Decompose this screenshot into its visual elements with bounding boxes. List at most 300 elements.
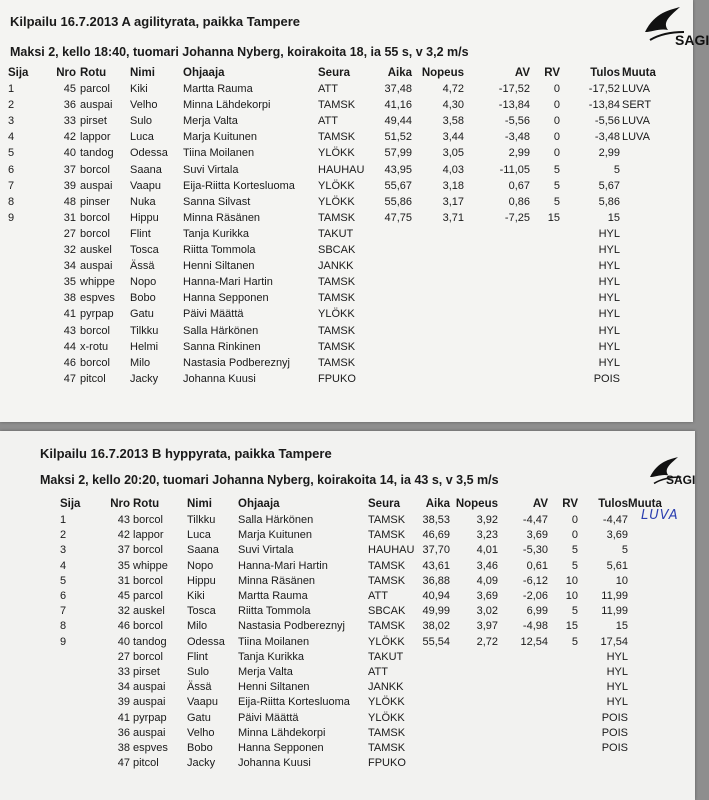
cell-nimi: Flint (187, 650, 208, 663)
cell-nimi: Jacky (130, 372, 159, 385)
cell-seura: YLÖKK (318, 308, 355, 321)
table-row (0, 83, 693, 99)
cell-nopeus: 2,72 (476, 635, 498, 648)
table-row (0, 544, 695, 559)
cell-nro: 41 (63, 308, 76, 321)
cell-ohjaaja: Hanna Sepponen (183, 292, 269, 305)
cell-seura: TAMSK (368, 726, 406, 739)
cell-rotu: lappor (133, 529, 164, 542)
table-row (0, 514, 695, 529)
cell-tulos: 15 (615, 620, 628, 633)
table-row (0, 292, 693, 308)
cell-nro: 32 (117, 605, 130, 618)
cell-nimi: Bobo (130, 292, 156, 305)
cell-nimi: Tosca (187, 605, 216, 618)
cell-nro: 42 (117, 529, 130, 542)
cell-nro: 41 (117, 711, 130, 724)
cell-nimi: Nopo (130, 276, 157, 289)
cell-nimi: Odessa (187, 635, 225, 648)
cell-nimi: Flint (130, 227, 151, 240)
table-row (0, 636, 695, 651)
cell-aika: 38,02 (422, 620, 450, 633)
cell-sija: 6 (8, 163, 15, 176)
cell-rv: 0 (553, 115, 560, 128)
cell-rotu: pirset (133, 666, 160, 678)
cell-seura: TAMSK (318, 324, 356, 337)
cell-nro: 38 (63, 292, 76, 305)
cell-av: 2,99 (508, 147, 530, 160)
table-row (0, 131, 693, 147)
cell-rv: 5 (553, 163, 560, 176)
handwritten-note: LUVA (641, 508, 679, 523)
cell-nopeus: 3,69 (476, 590, 498, 602)
cell-rotu: borcol (133, 514, 163, 526)
cell-nopeus: 3,05 (442, 147, 464, 160)
cell-aika: 36,88 (422, 574, 450, 587)
cell-nro: 33 (117, 666, 130, 678)
cell-ohjaaja: Minna Lähdekorpi (183, 99, 271, 112)
cell-tulos: 3,69 (606, 529, 628, 542)
cell-aika: 37,70 (422, 544, 450, 557)
cell-sija: 6 (60, 590, 67, 602)
cell-nopeus: 3,23 (476, 529, 498, 542)
cell-av: -5,30 (522, 544, 548, 557)
cell-aika: 43,95 (384, 163, 412, 176)
cell-ohjaaja: Marja Kuitunen (238, 529, 312, 542)
cell-nimi: Vaapu (187, 696, 218, 709)
header-nro: Nro (56, 67, 76, 79)
cell-ohjaaja: Merja Valta (183, 115, 238, 128)
table-row (0, 666, 695, 681)
cell-nro: 34 (63, 260, 76, 273)
cell-rv: 15 (547, 211, 560, 224)
cell-av: -4,98 (522, 620, 548, 633)
header-nopeus: Nopeus (421, 67, 464, 79)
cell-nopeus: 4,01 (476, 544, 498, 557)
cell-rotu: auspai (133, 696, 166, 709)
cell-ohjaaja: Minna Räsänen (183, 211, 261, 224)
cell-muuta: LUVA (622, 131, 650, 144)
table-row (0, 605, 695, 620)
cell-tulos: 5 (613, 163, 620, 176)
cell-aika: 57,99 (384, 147, 412, 160)
cell-seura: TAMSK (318, 356, 356, 369)
cell-nro: 46 (117, 620, 130, 633)
cell-ohjaaja: Suvi Virtala (183, 163, 239, 176)
cell-ohjaaja: Martta Rauma (238, 590, 308, 602)
cell-ohjaaja: Johanna Kuusi (238, 757, 311, 770)
header-nimi: Nimi (130, 67, 155, 79)
cell-seura: ATT (368, 590, 388, 602)
cell-seura: ATT (318, 83, 338, 95)
header-nro: Nro (110, 498, 130, 510)
cell-tulos: -3,48 (594, 131, 620, 144)
cell-rv: 15 (565, 620, 578, 633)
cell-nimi: Velho (187, 726, 215, 739)
cell-rotu: parcol (80, 83, 110, 95)
cell-tulos: -13,84 (588, 99, 620, 112)
cell-tulos: HYL (606, 696, 628, 709)
cell-nimi: Sulo (130, 115, 153, 128)
table-row (0, 164, 693, 180)
header-muuta: Muuta (628, 498, 662, 510)
cell-nimi: Nopo (187, 559, 214, 572)
cell-aika: 51,52 (384, 131, 412, 144)
cell-seura: TAMSK (368, 529, 406, 542)
cell-ohjaaja: Hanna-Mari Hartin (238, 559, 328, 572)
cell-sija: 3 (8, 115, 15, 128)
cell-rotu: tandog (133, 635, 167, 648)
cell-rv: 5 (571, 559, 578, 572)
logo-text: SAGI (666, 473, 696, 487)
table-row (0, 276, 693, 292)
cell-seura: YLÖKK (318, 179, 355, 192)
cell-tulos: HYL (598, 340, 620, 353)
table-row (0, 212, 693, 228)
cell-seura: TAMSK (368, 514, 406, 526)
class-info: Maksi 2, kello 18:40, tuomari Johanna Nyberg, koirakoita 18, ia 55 s, v 3,2 m/s (10, 45, 469, 59)
table-row (0, 620, 695, 635)
cell-aika: 38,53 (422, 514, 450, 526)
table-row (0, 228, 693, 244)
header-rotu: Rotu (133, 498, 160, 510)
cell-ohjaaja: Tanja Kurikka (238, 650, 305, 663)
cell-nro: 34 (117, 681, 130, 694)
cell-seura: YLÖKK (318, 195, 355, 208)
cell-rotu: auspai (80, 99, 113, 112)
cell-rotu: espves (133, 742, 168, 754)
cell-muuta: LUVA (622, 83, 650, 95)
cell-nopeus: 4,03 (442, 163, 464, 176)
cell-nopeus: 3,92 (476, 514, 498, 526)
cell-sija: 9 (8, 211, 15, 224)
cell-seura: TAMSK (318, 292, 356, 305)
cell-nopeus: 3,71 (442, 211, 464, 224)
cell-aika: 41,16 (384, 99, 412, 112)
cell-nro: 35 (117, 559, 130, 572)
cell-tulos: HYL (606, 681, 628, 694)
table-row (0, 115, 693, 131)
cell-ohjaaja: Sanna Rinkinen (183, 340, 261, 353)
cell-rotu: pitcol (80, 372, 106, 385)
cell-ohjaaja: Salla Härkönen (183, 324, 259, 337)
cell-rotu: pyrpap (80, 308, 114, 321)
table-row (0, 712, 695, 727)
cell-ohjaaja: Salla Härkönen (238, 514, 314, 526)
cell-tulos: 15 (607, 211, 620, 224)
cell-nro: 47 (63, 372, 76, 385)
cell-av: 0,67 (508, 179, 530, 192)
cell-rv: 0 (553, 99, 560, 112)
cell-rv: 0 (553, 131, 560, 144)
cell-tulos: HYL (598, 308, 620, 321)
table-row (0, 308, 693, 324)
cell-tulos: HYL (598, 292, 620, 305)
table-row (0, 529, 695, 544)
cell-muuta: SERT (622, 99, 652, 112)
cell-nimi: Hippu (130, 211, 159, 224)
cell-ohjaaja: Hanna-Mari Hartin (183, 276, 273, 289)
cell-seura: FPUKO (318, 372, 356, 385)
cell-nopeus: 3,02 (476, 605, 498, 618)
cell-ohjaaja: Marja Kuitunen (183, 131, 257, 144)
cell-nro: 40 (117, 635, 130, 648)
cell-av: -13,84 (498, 99, 530, 112)
header-sija: Sija (8, 67, 29, 79)
table-row (0, 260, 693, 276)
cell-rv: 0 (571, 514, 578, 526)
table-row (0, 341, 693, 357)
cell-tulos: POIS (601, 742, 628, 754)
table-row (0, 651, 695, 666)
cell-tulos: 11,99 (601, 605, 628, 618)
cell-nro: 36 (63, 99, 76, 112)
cell-ohjaaja: Päivi Määttä (183, 308, 244, 321)
cell-av: -4,47 (522, 514, 548, 526)
cell-nro: 31 (117, 574, 130, 587)
table-row (0, 373, 693, 389)
cell-nimi: Gatu (130, 308, 154, 321)
cell-rotu: borcol (80, 227, 110, 240)
cell-nimi: Bobo (187, 742, 213, 754)
cell-rotu: borcol (133, 620, 163, 633)
cell-rv: 5 (571, 544, 578, 557)
cell-nro: 39 (63, 179, 76, 192)
cell-seura: TAMSK (368, 574, 406, 587)
cell-tulos: -5,56 (594, 115, 620, 128)
cell-aika: 46,69 (422, 529, 450, 542)
table-row (0, 696, 695, 711)
cell-nro: 47 (117, 757, 130, 770)
cell-nimi: Ässä (130, 260, 155, 273)
cell-ohjaaja: Päivi Määttä (238, 711, 299, 724)
table-row (0, 575, 695, 590)
cell-rv: 5 (571, 605, 578, 618)
cell-nro: 45 (117, 590, 130, 602)
cell-seura: TAMSK (368, 742, 406, 754)
cell-nimi: Hippu (187, 574, 216, 587)
cell-nro: 40 (63, 147, 76, 160)
cell-nro: 27 (117, 650, 130, 663)
cell-rv: 10 (565, 590, 578, 602)
cell-nro: 31 (63, 211, 76, 224)
cell-seura: YLÖKK (368, 635, 405, 648)
cell-tulos: 17,54 (600, 635, 628, 648)
logo-text: SAGI (675, 32, 709, 48)
cell-aika: 40,94 (422, 590, 450, 602)
cell-sija: 8 (60, 620, 67, 633)
results-sheet-jumping (0, 431, 695, 800)
cell-nro: 36 (117, 726, 130, 739)
cell-aika: 55,86 (384, 195, 412, 208)
cell-seura: JANKK (318, 260, 354, 273)
cell-sija: 4 (60, 559, 67, 572)
cell-tulos: POIS (601, 711, 628, 724)
cell-nopeus: 3,18 (442, 179, 464, 192)
cell-tulos: 5,61 (606, 559, 628, 572)
table-header-row (0, 498, 695, 513)
cell-sija: 5 (60, 574, 67, 587)
table-row (0, 590, 695, 605)
cell-seura: HAUHAU (318, 163, 365, 176)
cell-ohjaaja: Riitta Tommola (238, 605, 311, 618)
cell-rotu: auspai (133, 681, 166, 694)
class-info: Maksi 2, kello 20:20, tuomari Johanna Nyberg, koirakoita 14, ia 43 s, v 3,5 m/s (40, 473, 499, 487)
cell-sija: 5 (8, 147, 15, 160)
cell-rotu: lappor (80, 131, 111, 144)
header-muuta: Muuta (622, 67, 656, 79)
cell-rotu: auspai (133, 726, 166, 739)
header-seura: Seura (318, 67, 350, 79)
cell-nro: 43 (63, 324, 76, 337)
cell-rotu: borcol (133, 574, 163, 587)
cell-tulos: 10 (615, 574, 628, 587)
cell-tulos: POIS (601, 726, 628, 739)
cell-ohjaaja: Tiina Moilanen (183, 147, 255, 160)
cell-tulos: 5,86 (598, 195, 620, 208)
cell-nimi: Velho (130, 99, 158, 112)
header-tulos: Tulos (598, 498, 628, 510)
cell-nimi: Kiki (187, 590, 205, 602)
cell-sija: 1 (60, 514, 67, 526)
header-ohjaaja: Ohjaaja (183, 67, 225, 79)
cell-seura: HAUHAU (368, 544, 415, 557)
cell-rv: 5 (553, 179, 560, 192)
cell-aika: 43,61 (422, 559, 450, 572)
cell-ohjaaja: Sanna Silvast (183, 195, 251, 208)
cell-sija: 9 (60, 635, 67, 648)
cell-rotu: borcol (133, 544, 163, 557)
table-row (0, 727, 695, 742)
cell-tulos: POIS (593, 372, 620, 385)
cell-rv: 10 (565, 574, 578, 587)
cell-ohjaaja: Nastasia Podbereznyj (238, 620, 346, 633)
cell-rv: 5 (571, 635, 578, 648)
cell-muuta: LUVA (622, 115, 650, 128)
cell-rotu: borcol (80, 163, 110, 176)
cell-ohjaaja: Minna Räsänen (238, 574, 316, 587)
table-row (0, 757, 695, 772)
cell-ohjaaja: Tiina Moilanen (238, 635, 310, 648)
cell-av: -3,48 (504, 131, 530, 144)
cell-nimi: Vaapu (130, 179, 161, 192)
cell-nro: 35 (63, 276, 76, 289)
cell-rotu: auskel (133, 605, 165, 618)
cell-nopeus: 4,30 (442, 99, 464, 112)
table-row (0, 244, 693, 260)
cell-rv: 0 (553, 83, 560, 95)
cell-nimi: Tosca (130, 244, 159, 256)
table-row (0, 99, 693, 115)
cell-seura: TAMSK (368, 559, 406, 572)
cell-nimi: Luca (187, 529, 211, 542)
cell-av: 0,86 (508, 195, 530, 208)
cell-rotu: borcol (80, 356, 110, 369)
cell-av: -11,05 (499, 163, 530, 176)
cell-av: -5,56 (504, 115, 530, 128)
cell-ohjaaja: Tanja Kurikka (183, 227, 250, 240)
cell-seura: ATT (318, 115, 338, 128)
header-nimi: Nimi (187, 498, 212, 510)
cell-sija: 1 (8, 83, 15, 95)
cell-nimi: Nuka (130, 195, 156, 208)
cell-nopeus: 3,44 (442, 131, 464, 144)
cell-nro: 46 (63, 356, 76, 369)
header-ohjaaja: Ohjaaja (238, 498, 280, 510)
cell-nro: 27 (63, 227, 76, 240)
cell-seura: YLÖKK (368, 711, 405, 724)
cell-aika: 49,99 (422, 605, 450, 618)
cell-nimi: Odessa (130, 147, 168, 160)
cell-rotu: pitcol (133, 757, 159, 770)
header-av: AV (532, 498, 548, 510)
header-seura: Seura (368, 498, 400, 510)
cell-tulos: HYL (606, 650, 628, 663)
cell-nro: 43 (117, 514, 130, 526)
cell-seura: TAMSK (318, 211, 356, 224)
cell-seura: SBCAK (318, 244, 356, 256)
cell-seura: TAMSK (318, 340, 356, 353)
cell-av: -6,12 (522, 574, 548, 587)
cell-nimi: Tilkku (187, 514, 216, 526)
cell-seura: ATT (368, 666, 388, 678)
table-row (0, 681, 695, 696)
cell-nimi: Helmi (130, 340, 159, 353)
cell-nopeus: 3,46 (476, 559, 498, 572)
cell-tulos: HYL (598, 356, 620, 369)
cell-rotu: borcol (133, 650, 163, 663)
cell-nimi: Ässä (187, 681, 212, 694)
cell-tulos: 11,99 (601, 590, 628, 602)
cell-rotu: pinser (80, 195, 110, 208)
cell-ohjaaja: Eija-Riitta Kortesluoma (183, 179, 295, 192)
cell-tulos: HYL (598, 276, 620, 289)
cell-nro: 37 (117, 544, 130, 557)
cell-nro: 38 (117, 742, 130, 754)
cell-rotu: whippe (80, 276, 115, 289)
table-row (0, 742, 695, 757)
cell-ohjaaja: Riitta Tommola (183, 244, 256, 256)
cell-av: -17,52 (498, 83, 530, 95)
cell-ohjaaja: Merja Valta (238, 666, 293, 678)
cell-sija: 4 (8, 131, 15, 144)
cell-rv: 5 (553, 195, 560, 208)
cell-seura: TAMSK (318, 276, 356, 289)
cell-seura: FPUKO (368, 757, 406, 770)
sheet-title: Kilpailu 16.7.2013 A agilityrata, paikka Tampere (10, 14, 300, 29)
cell-nimi: Tilkku (130, 324, 159, 337)
header-av: AV (514, 67, 530, 79)
cell-tulos: HYL (598, 324, 620, 337)
cell-nimi: Gatu (187, 711, 211, 724)
cell-nro: 42 (63, 131, 76, 144)
header-aika: Aika (387, 67, 412, 79)
cell-av: 6,99 (526, 605, 548, 618)
header-rv: RV (562, 498, 578, 510)
cell-seura: TAKUT (318, 227, 354, 240)
table-row (0, 180, 693, 196)
cell-rotu: tandog (80, 147, 114, 160)
cell-tulos: HYL (598, 260, 620, 273)
cell-seura: TAMSK (318, 99, 356, 112)
cell-aika: 49,44 (384, 115, 412, 128)
cell-av: -2,06 (522, 590, 548, 602)
cell-tulos: HYL (598, 227, 620, 240)
cell-sija: 8 (8, 195, 15, 208)
cell-nimi: Milo (130, 356, 151, 369)
sheet-title: Kilpailu 16.7.2013 B hyppyrata, paikka Tampere (40, 446, 332, 461)
cell-nro: 45 (63, 83, 76, 95)
